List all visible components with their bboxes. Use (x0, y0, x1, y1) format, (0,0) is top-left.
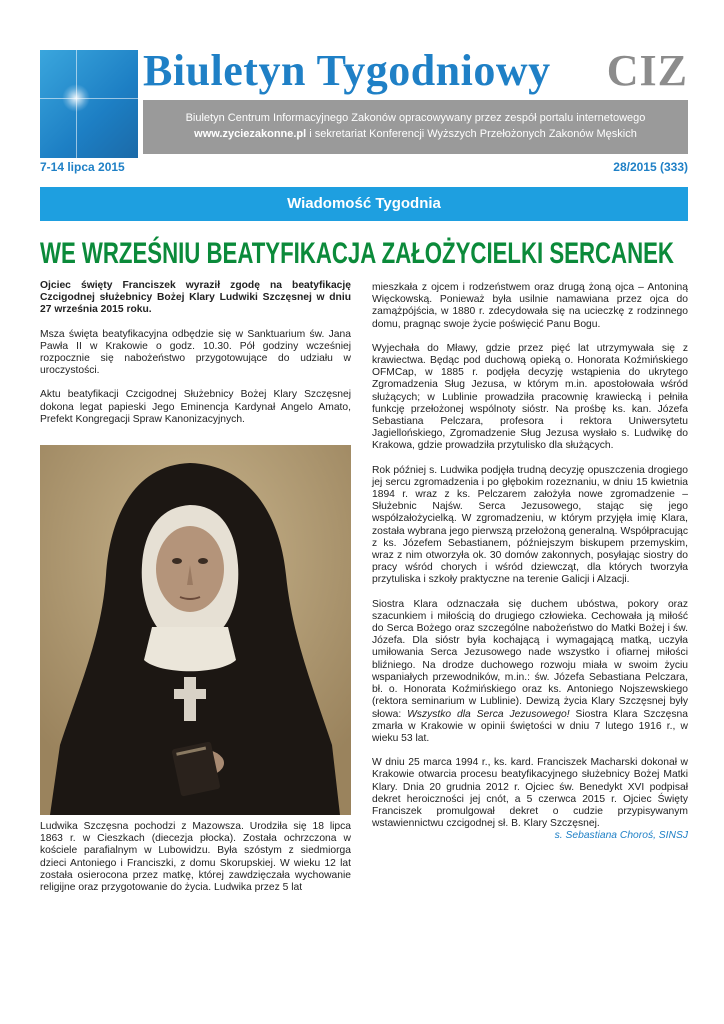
article-paragraph-2: Aktu beatyfikacji Czcigodnej Służebnicy Bożej Klary Szczęsnej dokona legat papieski Jego Eminencja Kardynał Angelo Amato, Prefekt Kongregacji Spraw Kanonizacyjnych. (40, 389, 351, 425)
issue-number: 28/2015 (333) (613, 160, 688, 174)
subtitle-line-1: Biuletyn Centrum Informacyjnego Zakonów opracowywany przez zespół portalu internetowego (185, 112, 646, 124)
bulletin-title: Biuletyn Tygodniowy (143, 46, 551, 95)
article-column-right (372, 282, 688, 855)
portrait-photo (40, 445, 351, 815)
subtitle-line-2-rest: i sekretariat Konferencji Wyższych Przełożonych Zakonów Męskich (306, 128, 637, 140)
author-signature: s. Sebastiana Choroś, SINSJ (554, 830, 688, 842)
article-paragraph-1: Msza święta beatyfikacyjna odbędzie się w Sanktuarium św. Jana Pawła II w Krakowie o godz. 10.30. Pół godziny wcześniej rozpocznie się nabożeństwo przygotowujące do udziału w uroczystości. (40, 328, 351, 377)
issue-date: 7-14 lipca 2015 (40, 160, 125, 174)
article-headline: WE WRZEŚNIU BEATYFIKACJA ZAŁOŻYCIELKI SERCANEK (40, 237, 674, 270)
section-header: Wiadomość Tygodnia (40, 187, 688, 221)
article-paragraph-3: Ludwika Szczęsna pochodzi z Mazowsza. Urodziła się 18 lipca 1863 r. w Cieszkach (diecezja płocka). Została ochrzczona w kościele parafialnym w Lubowidzu. Była szóstym z siedmiorga dzieci Antoniego i Franciszki, z domu Skorupskiej. W wieku 12 lat została osierocona przez matkę, której zawdzięczała wychowanie religijne oraz przygotowanie do życia. Ludwika przez 5 lat (40, 821, 351, 894)
article-paragraph-7 (372, 599, 688, 745)
article-column-left (40, 280, 351, 438)
article-paragraph-4: mieszkała z ojcem i rodzeństwem oraz drugą żoną ojca – Antoniną Więckowską. Ponieważ była usilnie namawiana przez ojca do zamążpójścia, w 1880 r. zdecydowała się na ucieczkę z rodzinnego domu, pragnąc swoje życie poświęcić Panu Bogu. (372, 282, 688, 330)
p7-text-after: Siostra Klara Szczęsna zmarła w Krakowie w opinii świętości w dniu 7 lutego 1916 r., w wieku 53 lat. (372, 708, 688, 744)
subtitle-bar (143, 100, 688, 154)
motto-quote: Wszystko dla Serca Jezusowego! (407, 708, 570, 720)
bulletin-logo (40, 50, 138, 158)
masthead (143, 44, 688, 98)
article-paragraph-6: Rok później s. Ludwika podjęła trudną decyzję opuszczenia drogiego jej sercu zgromadzenia i po głębokim rozeznaniu, w dniu 15 kwietnia 1894 r. wraz z ks. Pelczarem założyła nowe zgromadzenie – Służebnic Najśw. Serca Jezusowego, stając się jego współzałożycielką. W zgromadzeniu, w którym przyjęła imię Klara, została wybrana jego pierwszą przełożoną generalną. Współpracując z ks. Józefem Sebastianem, późniejszym biskupem przemyskim, wraz z nim otworzyła ok. 30 domów zakonnych, posyłając siostry do pracy wśród chorych i wśród dziewcząt, dla których tworzyła przytuliska i szkoły praktyczne na terenie Galicji i Alzacji. (372, 464, 688, 586)
article-paragraph-8: W dniu 25 marca 1994 r., ks. kard. Franciszek Macharski dokonał w Krakowie otwarcia procesu beatyfikacyjnego służebnicy Bożej Matki Klary. Dnia 20 grudnia 2012 r. Ojciec św. Benedykt XVI podpisał dekret heroiczności jej cnót, a 5 czerwca 2015 r. Ojciec Święty Franciszek promulgował dekret o cudzie przypisywanym wstawiennictwu czcigodnej sł. B. Klary Szczęsnej. (372, 757, 688, 830)
article-paragraph-5: Wyjechała do Mławy, gdzie przez pięć lat utrzymywała się z krawiectwa. Będąc pod duchową opieką o. Honorata Koźmińskiego OFMCap, w 1885 r. podjęła decyzję wstąpienia do ukrytego Zgromadzenia Sług Jezusa, w którym m.in. apostołowała wśród służących; w Lublinie prowadziła pracownię krawiecką i pełniła funkcję przełożonej wspólnoty sióstr. Na prośbę ks. kan. Józefa Sebastiana Pelczara, profesora i rektora Uniwersytetu Jagiellońskiego, Zgromadzenie Sług Jezusa wysłało s. Ludwikę do Krakowa, gdzie prowadziła przytulisko dla służących. (372, 342, 688, 452)
bulletin-abbr: CIZ (606, 46, 688, 95)
portal-link[interactable]: www.zyciezakonne.pl (194, 128, 307, 140)
p7-text-before: Siostra Klara odznaczała się duchem ubóstwa, pokory oraz szacunkiem i miłością do drugiego człowieka. Cechowała ją miłość do Serca Bożego oraz szczególne nabożeństwo do Matki Bożej i św. Józefa. Dla sióstr była kochającą i wymagającą matką, uczyła umiłowania Serca Jezusowego nade wszystko i ofiarnej miłości bliźniego. Na drodze duchowego rozwoju miała w swoim życiu wspaniałych przewodników, m.in.: św. Józefa Sebastiana Pelczara, bł. o. Honorata Koźmińskiego oraz ks. Antoniego Nojszewskiego (rektora seminarium w Lublinie). Dewizą życia Klary Szczęsnej były słowa: (372, 598, 688, 720)
subtitle-line-2 (143, 126, 688, 142)
article-column-left-bottom (40, 821, 351, 906)
article-lead: Ojciec święty Franciszek wyraził zgodę na beatyfikację Czcigodnej służebnicy Bożej Klary Ludwiki Szczęsnej w dniu 27 września 2015 roku. (40, 280, 351, 316)
